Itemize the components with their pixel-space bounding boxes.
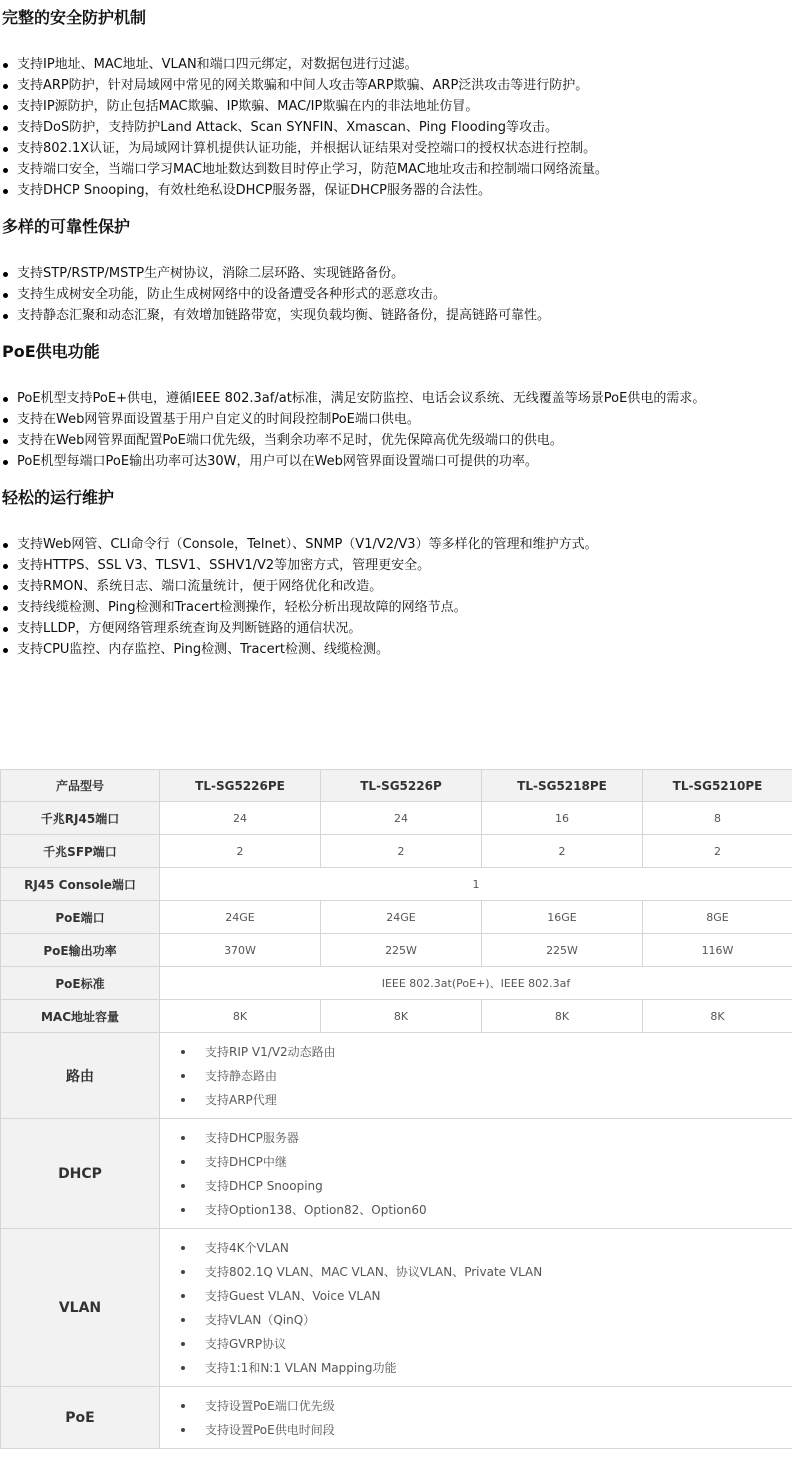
table-cell: [160, 1387, 792, 1449]
list-item: 支持Option138、Option82、Option60: [160, 1198, 792, 1222]
table-cell: 370W: [160, 934, 321, 967]
row-label: PoE标准: [1, 967, 160, 1000]
list-item: 支持802.1X认证，为局域网计算机提供认证功能，并根据认证结果对受控端口的授权状态进行控制。: [0, 138, 608, 159]
table-cell: 8K: [160, 1000, 321, 1033]
table-cell: 16GE: [482, 901, 643, 934]
table-cell: 24: [160, 802, 321, 835]
table-row: [1, 1000, 792, 1033]
table-cell: 2: [321, 835, 482, 868]
list-item: 支持在Web网管界面配置PoE端口优先级，当剩余功率不足时，优先保障高优先级端口的供电。: [0, 430, 705, 451]
row-label: 千兆RJ45端口: [1, 802, 160, 835]
table-cell: 8: [643, 802, 792, 835]
table-row: [1, 934, 792, 967]
feature-list: [160, 1126, 792, 1222]
table-cell: 24GE: [160, 901, 321, 934]
maintenance-feature-list: [0, 534, 598, 660]
feature-row-dhcp: [1, 1119, 792, 1229]
list-item: 支持设置PoE端口优先级: [160, 1394, 792, 1418]
list-item: 支持CPU监控、内存监控、Ping检测、Tracert检测、线缆检测。: [0, 639, 598, 660]
list-item: 支持LLDP，方便网络管理系统查询及判断链路的通信状况。: [0, 618, 598, 639]
table-cell: 225W: [321, 934, 482, 967]
list-item: 支持DHCP Snooping，有效杜绝私设DHCP服务器，保证DHCP服务器的合法性。: [0, 180, 608, 201]
table-cell: IEEE 802.3at(PoE+)、IEEE 802.3af: [160, 967, 792, 1000]
spec-table: [0, 769, 792, 1449]
list-item: 支持Web网管、CLI命令行（Console，Telnet）、SNMP（V1/V2/V3）等多样化的管理和维护方式。: [0, 534, 598, 555]
row-label: PoE端口: [1, 901, 160, 934]
feature-list: [160, 1236, 792, 1380]
table-cell: [160, 1229, 792, 1387]
table-cell: 8K: [482, 1000, 643, 1033]
row-label: DHCP: [1, 1119, 160, 1229]
list-item: 支持静态汇聚和动态汇聚，有效增加链路带宽，实现负载均衡、链路备份，提高链路可靠性。: [0, 305, 550, 326]
feature-list: [160, 1040, 792, 1112]
list-item: 支持线缆检测、Ping检测和Tracert检测操作，轻松分析出现故障的网络节点。: [0, 597, 598, 618]
table-cell: 24GE: [321, 901, 482, 934]
table-row: [1, 901, 792, 934]
list-item: PoE机型每端口PoE输出功率可达30W，用户可以在Web网管界面设置端口可提供的功率。: [0, 451, 705, 472]
header-cell: TL-SG5218PE: [482, 770, 643, 802]
table-row: [1, 835, 792, 868]
row-label: 千兆SFP端口: [1, 835, 160, 868]
table-row: [1, 802, 792, 835]
table-cell: 8K: [321, 1000, 482, 1033]
list-item: 支持在Web网管界面设置基于用户自定义的时间段控制PoE端口供电。: [0, 409, 705, 430]
list-item: 支持DHCP服务器: [160, 1126, 792, 1150]
list-item: 支持IP地址、MAC地址、VLAN和端口四元绑定，对数据包进行过滤。: [0, 54, 608, 75]
list-item: 支持DHCP中继: [160, 1150, 792, 1174]
feature-row-poe: [1, 1387, 792, 1449]
list-item: 支持HTTPS、SSL V3、TLSV1、SSHV1/V2等加密方式，管理更安全。: [0, 555, 598, 576]
list-item: 支持4K个VLAN: [160, 1236, 792, 1260]
list-item: 支持1:1和N:1 VLAN Mapping功能: [160, 1356, 792, 1380]
list-item: 支持DoS防护，支持防护Land Attack、Scan SYNFIN、Xmascan、Ping Flooding等攻击。: [0, 117, 608, 138]
row-label: MAC地址容量: [1, 1000, 160, 1033]
header-cell: TL-SG5226PE: [160, 770, 321, 802]
list-item: 支持ARP防护，针对局域网中常见的网关欺骗和中间人攻击等ARP欺骗、ARP泛洪攻击等进行防护。: [0, 75, 608, 96]
table-cell: 2: [160, 835, 321, 868]
list-item: 支持生成树安全功能，防止生成树网络中的设备遭受各种形式的恶意攻击。: [0, 284, 550, 305]
list-item: 支持Guest VLAN、Voice VLAN: [160, 1284, 792, 1308]
table-cell: 116W: [643, 934, 792, 967]
table-cell: 2: [643, 835, 792, 868]
header-cell: TL-SG5226P: [321, 770, 482, 802]
list-item: 支持RMON、系统日志、端口流量统计，便于网络优化和改造。: [0, 576, 598, 597]
table-header-row: [1, 770, 792, 802]
row-label: RJ45 Console端口: [1, 868, 160, 901]
header-cell: 产品型号: [1, 770, 160, 802]
row-label: PoE: [1, 1387, 160, 1449]
list-item: 支持静态路由: [160, 1064, 792, 1088]
list-item: 支持设置PoE供电时间段: [160, 1418, 792, 1442]
list-item: 支持RIP V1/V2动态路由: [160, 1040, 792, 1064]
section-title-poe: PoE供电功能: [2, 342, 100, 361]
table-cell: 225W: [482, 934, 643, 967]
table-row: [1, 967, 792, 1000]
list-item: 支持GVRP协议: [160, 1332, 792, 1356]
list-item: 支持端口安全，当端口学习MAC地址数达到数目时停止学习，防范MAC地址攻击和控制端口网络流量。: [0, 159, 608, 180]
table-row: [1, 868, 792, 901]
list-item: 支持ARP代理: [160, 1088, 792, 1112]
table-cell: 8K: [643, 1000, 792, 1033]
row-label: PoE输出功率: [1, 934, 160, 967]
poe-feature-list: [0, 388, 705, 472]
section-title-maintenance: 轻松的运行维护: [2, 488, 115, 507]
list-item: 支持IP源防护，防止包括MAC欺骗、IP欺骗、MAC/IP欺骗在内的非法地址仿冒。: [0, 96, 608, 117]
row-label: 路由: [1, 1033, 160, 1119]
feature-row-vlan: [1, 1229, 792, 1387]
security-feature-list: [0, 54, 608, 201]
table-cell: [160, 1033, 792, 1119]
feature-list: [160, 1394, 792, 1442]
table-cell: 24: [321, 802, 482, 835]
table-cell: 8GE: [643, 901, 792, 934]
table-cell: 1: [160, 868, 792, 901]
table-cell: [160, 1119, 792, 1229]
header-cell: TL-SG5210PE: [643, 770, 792, 802]
list-item: PoE机型支持PoE+供电，遵循IEEE 802.3af/at标准，满足安防监控、电话会议系统、无线覆盖等场景PoE供电的需求。: [0, 388, 705, 409]
table-cell: 2: [482, 835, 643, 868]
list-item: 支持802.1Q VLAN、MAC VLAN、协议VLAN、Private VLAN: [160, 1260, 792, 1284]
table-cell: 16: [482, 802, 643, 835]
row-label: VLAN: [1, 1229, 160, 1387]
reliability-feature-list: [0, 263, 550, 326]
section-title-security: 完整的安全防护机制: [2, 8, 147, 27]
list-item: 支持STP/RSTP/MSTP生产树协议，消除二层环路、实现链路备份。: [0, 263, 550, 284]
list-item: 支持DHCP Snooping: [160, 1174, 792, 1198]
list-item: 支持VLAN（QinQ）: [160, 1308, 792, 1332]
section-title-reliability: 多样的可靠性保护: [2, 217, 131, 236]
feature-row-routing: [1, 1033, 792, 1119]
